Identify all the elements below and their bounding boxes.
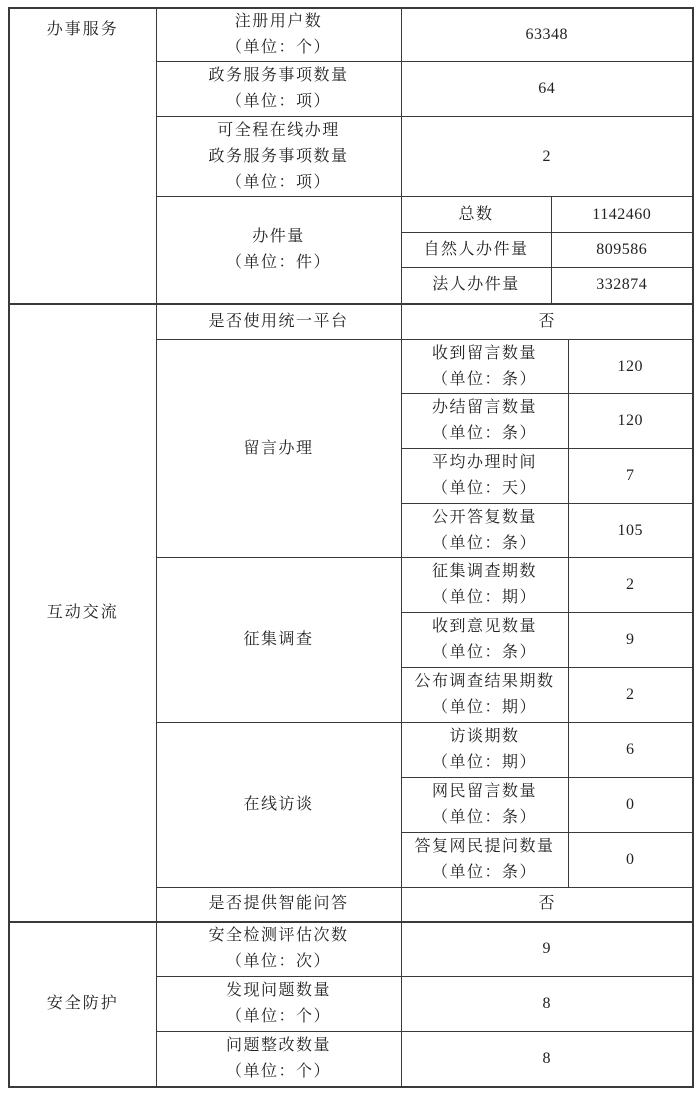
metric-unit-line: （单位：项） (225, 93, 331, 110)
metric-label-smart-qa (156, 888, 401, 922)
metric-label-security-assessments (156, 922, 401, 977)
sub-label-netizen-messages (401, 778, 568, 833)
metric-label-service-items (156, 62, 401, 117)
metric-label-online-interviews (156, 723, 401, 888)
metric-label-message-handling (156, 340, 401, 558)
sub-label-line: 访谈期数 (449, 728, 520, 745)
sub-value-natural-person: 809586 (551, 233, 693, 268)
metric-label-line: 发现问题数量 (225, 982, 331, 999)
sub-unit-line: （单位：天） (431, 480, 537, 497)
sub-label-line: 办结留言数量 (431, 399, 537, 416)
sub-label-line: 答复网民提问数量 (414, 838, 555, 855)
metric-unit-line: （单位：项） (225, 173, 331, 191)
sub-value-interview-periods: 6 (568, 723, 693, 778)
sub-unit-line: （单位：期） (431, 589, 537, 606)
sub-value-opinions-received: 9 (568, 613, 693, 668)
section-label-text: 互动交流 (46, 603, 119, 621)
sub-unit-line: （单位：期） (431, 754, 537, 771)
sub-unit-line: （单位：期） (431, 699, 537, 716)
sub-label-opinions-received (401, 613, 568, 668)
metric-label-registered-users (156, 8, 401, 62)
metric-value-registered-users: 63348 (401, 8, 693, 62)
metric-label-line: 留言办理 (243, 439, 314, 457)
metric-label-online-items (156, 117, 401, 197)
sub-label-interview-periods (401, 723, 568, 778)
sub-label-messages-resolved (401, 394, 568, 449)
sub-unit-line: （单位：条） (431, 534, 537, 552)
metric-label-line: 政务服务事项数量 (208, 147, 349, 165)
metric-label-problems-fixed (156, 1032, 401, 1087)
metric-label-line: 在线访谈 (243, 796, 314, 813)
sub-label-total (401, 197, 551, 233)
section-label-text: 安全防护 (46, 995, 119, 1012)
metric-value-problems-fixed: 8 (401, 1032, 693, 1087)
table-row (9, 8, 693, 62)
metric-value-security-assessments: 9 (401, 922, 693, 977)
table-row (9, 304, 693, 340)
metric-value-online-items: 2 (401, 117, 693, 197)
metric-label-line: 问题整改数量 (225, 1036, 331, 1054)
metric-unit-line: （单位：个） (225, 39, 331, 56)
metric-value-smart-qa: 否 (401, 888, 693, 922)
metric-label-line: 是否使用统一平台 (208, 312, 349, 330)
sub-label-questions-answered (401, 833, 568, 888)
section-label-text: 办事服务 (46, 21, 119, 38)
sub-value-messages-resolved: 120 (568, 394, 693, 449)
section-label-hudong (9, 304, 156, 922)
sub-unit-line: （单位：条） (431, 425, 537, 442)
sub-label-public-replies (401, 504, 568, 558)
metric-label-line: 安全检测评估次数 (208, 927, 349, 945)
metric-unit-line: （单位：次） (225, 953, 331, 971)
sub-label-line: 收到留言数量 (431, 344, 537, 362)
sub-label-messages-received (401, 340, 568, 394)
sub-value-survey-periods: 2 (568, 558, 693, 613)
sub-label-line: 自然人办件量 (423, 241, 529, 258)
metric-label-problems-found (156, 977, 401, 1032)
sub-label-line: 征集调查期数 (431, 563, 537, 580)
metric-label-line: 可全程在线办理 (217, 121, 340, 139)
sub-value-results-published: 2 (568, 668, 693, 723)
sub-value-total: 1142460 (551, 197, 693, 233)
sub-unit-line: （单位：条） (431, 644, 537, 661)
sub-label-line: 网民留言数量 (431, 783, 537, 800)
section-label-anquan (9, 922, 156, 1087)
metric-label-line: 注册用户数 (234, 13, 323, 30)
sub-value-avg-handling-time: 7 (568, 449, 693, 504)
metric-label-line: 办件量 (252, 227, 305, 245)
sub-value-public-replies: 105 (568, 504, 693, 558)
sub-label-line: 法人办件量 (432, 276, 520, 294)
metric-unit-line: （单位：件） (225, 253, 331, 271)
metric-value-unified-platform: 否 (401, 304, 693, 340)
sub-label-avg-handling-time (401, 449, 568, 504)
sub-label-natural-person (401, 233, 551, 268)
metric-value-problems-found: 8 (401, 977, 693, 1032)
sub-value-netizen-messages: 0 (568, 778, 693, 833)
sub-unit-line: （单位：条） (431, 370, 537, 388)
sub-label-line: 总数 (458, 205, 494, 223)
section-label-banshi (9, 8, 156, 304)
report-table (8, 7, 694, 1088)
metric-unit-line: （单位：个） (225, 1008, 331, 1025)
metric-unit-line: （单位：个） (225, 1062, 331, 1080)
sub-value-messages-received: 120 (568, 340, 693, 394)
sub-unit-line: （单位：条） (431, 864, 537, 881)
sub-label-line: 收到意见数量 (431, 618, 537, 635)
sub-label-line: 平均办理时间 (431, 454, 537, 471)
sub-value-legal-person: 332874 (551, 268, 693, 304)
metric-label-unified-platform (156, 304, 401, 340)
sub-label-results-published (401, 668, 568, 723)
sub-unit-line: （单位：条） (431, 809, 537, 826)
metric-label-line: 是否提供智能问答 (208, 895, 349, 913)
sub-label-line: 公布调查结果期数 (414, 673, 555, 690)
metric-value-service-items: 64 (401, 62, 693, 117)
sub-value-questions-answered: 0 (568, 833, 693, 888)
metric-label-cases (156, 197, 401, 304)
table-row (9, 922, 693, 977)
metric-label-line: 政务服务事项数量 (208, 67, 349, 84)
sub-label-legal-person (401, 268, 551, 304)
sub-label-line: 公开答复数量 (431, 508, 537, 526)
metric-label-surveys (156, 558, 401, 723)
metric-label-line: 征集调查 (243, 631, 314, 648)
sub-label-survey-periods (401, 558, 568, 613)
